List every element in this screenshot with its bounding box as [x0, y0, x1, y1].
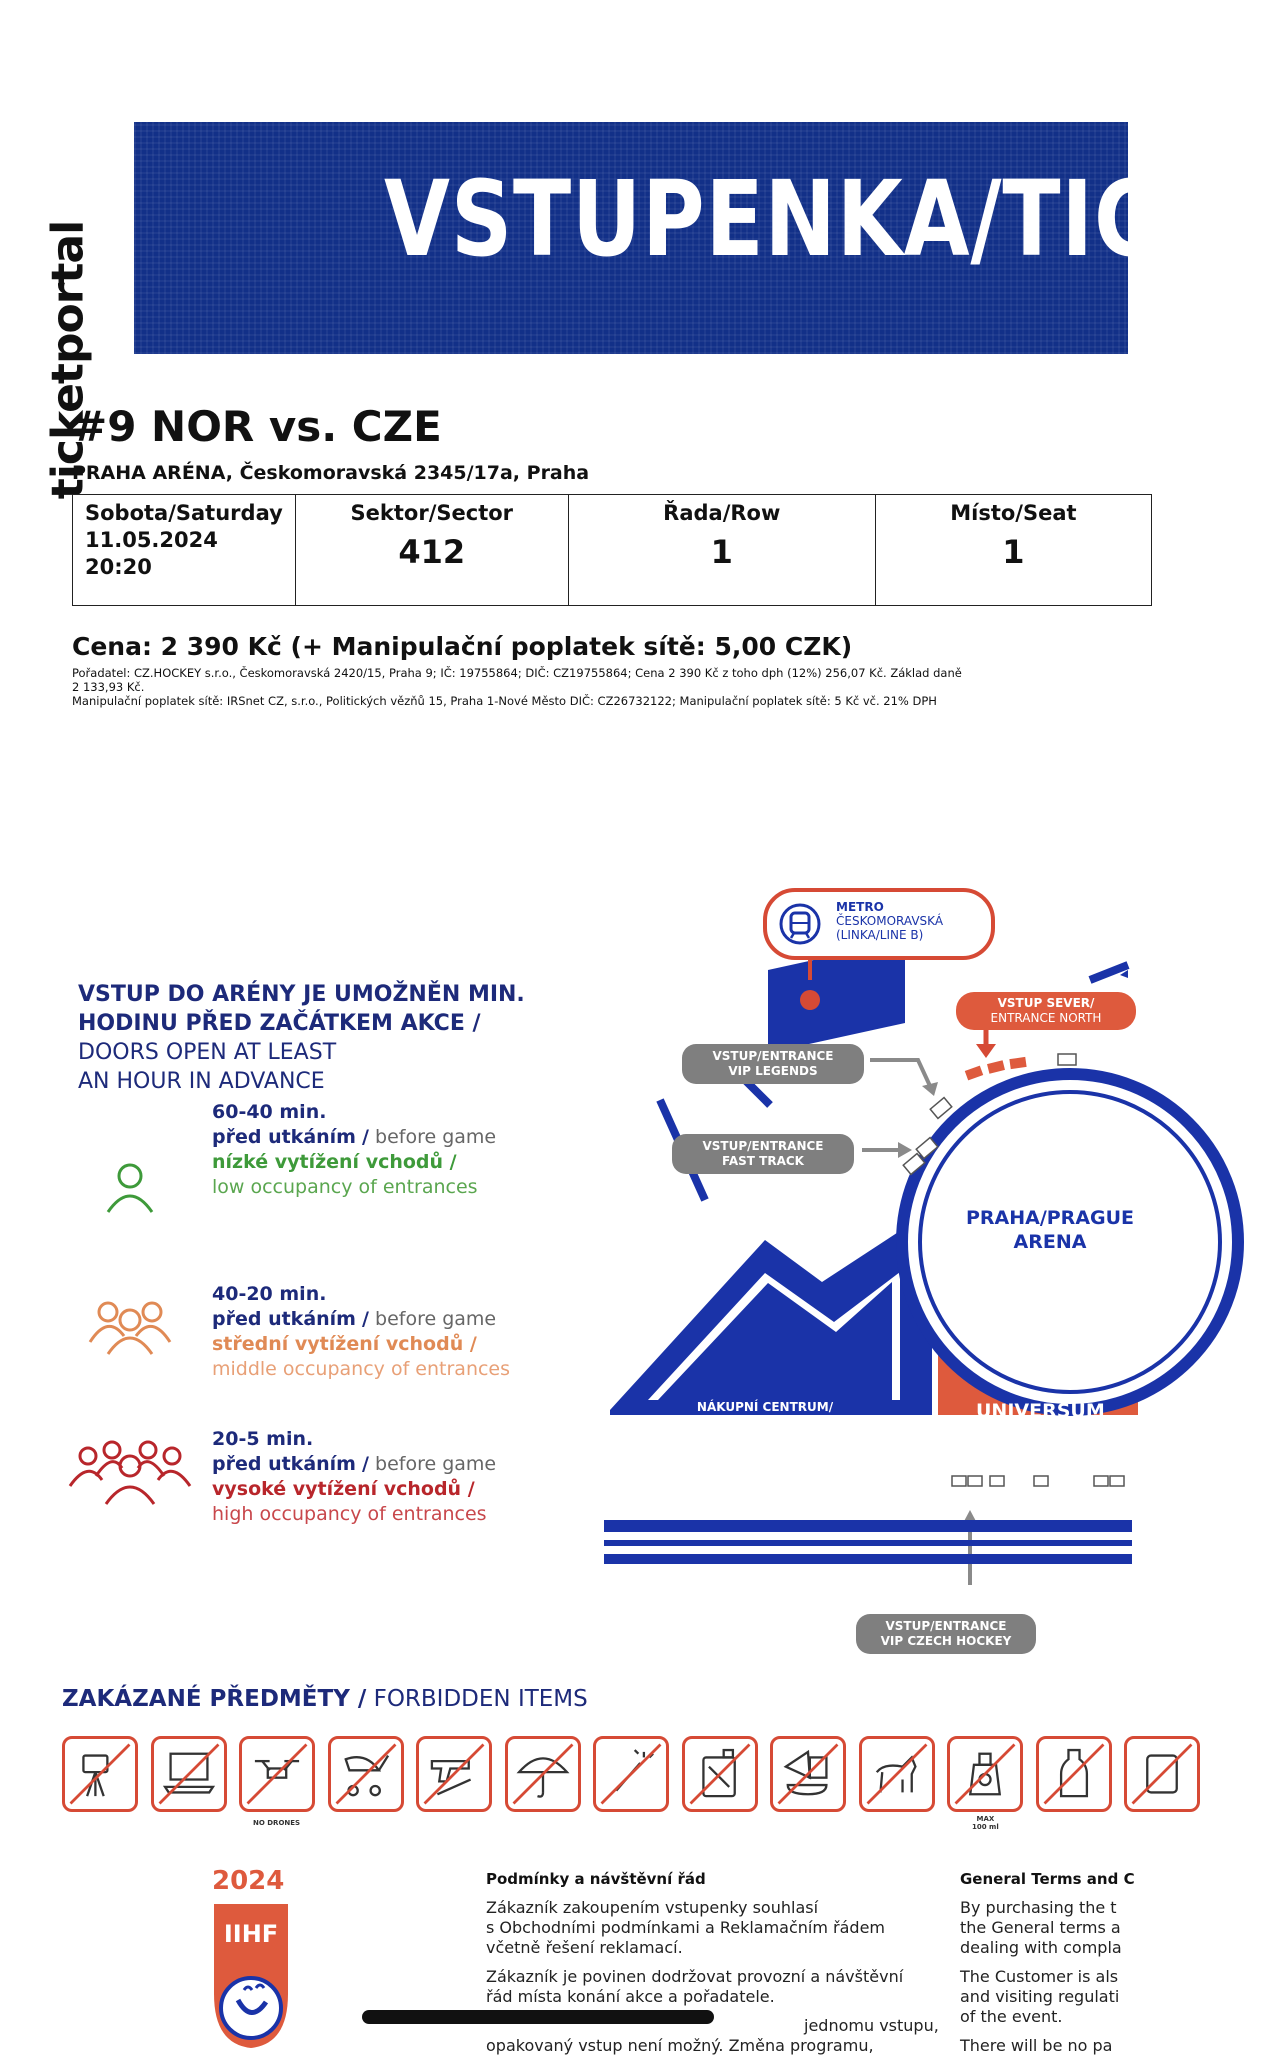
no-drones-caption: NO DRONES: [253, 1819, 301, 1827]
forbidden-title-en: FORBIDDEN ITEMS: [366, 1686, 588, 1712]
organizer-info-2: 2 133,93 Kč.: [72, 680, 145, 694]
max-caption: MAX: [976, 1815, 995, 1823]
network-fee-info: Manipulační poplatek sítě: IRSnet CZ, s.r.o., Politických vězňů 15, Praha 1-Nové Město DIČ: CZ26732122; Manipulační poplatek sítě: 5 Kč vč. 21% DPH: [72, 694, 937, 708]
doors-en-2: AN HOUR IN ADVANCE: [78, 1069, 325, 1094]
occ-low-level-en: low occupancy of entrances: [212, 1176, 478, 1198]
sector-label: Sektor/Sector: [350, 501, 514, 525]
dog-icon: [859, 1736, 935, 1812]
max-volume-caption: [972, 1815, 999, 1831]
occ-mid-time: 40-20 min.: [212, 1283, 327, 1305]
more-icon: [1124, 1736, 1200, 1812]
terms-en: [960, 1870, 1135, 2056]
arena-label-1: PRAHA/PRAGUE: [965, 1207, 1135, 1229]
terms-cz-p1b: s Obchodními podmínkami a Reklamačním řádem: [486, 1918, 885, 1937]
occ-high-en: before game: [375, 1453, 497, 1475]
occ-high-time: 20-5 min.: [212, 1428, 314, 1450]
occupancy-high: 20-5 min. před utkáním / before game vysoké vytížení vchodů / high occupancy of entrances: [212, 1428, 497, 1525]
spray-icon: [947, 1736, 1023, 1812]
metro-station: ČESKOMORAVSKÁ: [836, 914, 944, 928]
food-icon: [770, 1736, 846, 1812]
occ-low-level-cz: nízké vytížení vchodů /: [212, 1151, 457, 1173]
terms-cz-title: Podmínky a návštěvní řád: [486, 1870, 706, 1888]
row-value: 1: [710, 533, 733, 571]
event-title: #9 NOR vs. CZE: [72, 402, 442, 451]
seat-info-table: [72, 494, 1152, 606]
entrance-vip-legends-label: [682, 1044, 864, 1084]
terms-en-p2c: of the event.: [960, 2007, 1063, 2026]
occupancy-low: 60-40 min. před utkáním / before game nízké vytížení vchodů / low occupancy of entrances: [212, 1101, 497, 1198]
sector-cell: [295, 495, 568, 606]
arena-map: [600, 880, 1135, 1660]
volume-caption: 100 ml: [972, 1823, 999, 1831]
canister-icon: [682, 1736, 758, 1812]
occ-mid-en: before game: [375, 1308, 497, 1330]
metro-title: METRO: [836, 900, 884, 914]
seat-label: Místo/Seat: [950, 501, 1077, 525]
shopping-center-label: [680, 1400, 850, 1428]
entrance-fast-track-label: [672, 1134, 854, 1174]
doors-cz-1: VSTUP DO ARÉNY JE UMOŽNĚN MIN.: [78, 982, 525, 1007]
fast-track-2: FAST TRACK: [722, 1154, 804, 1168]
occ-high-cz: před utkáním: [212, 1453, 356, 1475]
firework-icon: [593, 1736, 669, 1812]
occ-low-cz: před utkáním: [212, 1126, 356, 1148]
occupancy-middle: 40-20 min. před utkáním / before game střední vytížení vchodů / middle occupancy of entrances: [212, 1283, 511, 1380]
north-label-1: VSTUP SEVER/: [997, 996, 1095, 1010]
brand-name: ticketportal: [42, 220, 94, 500]
sector-value: 412: [398, 533, 466, 571]
arena-label-2: ARENA: [1013, 1231, 1087, 1253]
venue-name: PRAHA ARÉNA,: [72, 462, 233, 484]
iihf-logo: [214, 1904, 288, 2048]
home-indicator[interactable]: [362, 2010, 714, 2024]
drone-icon: [239, 1736, 315, 1812]
entrance-vip-czech-hockey-label: [856, 1614, 1036, 1654]
date-value: 11.05.2024: [85, 528, 218, 552]
occ-mid-cz: před utkáním: [212, 1308, 356, 1330]
date-cell: [73, 495, 296, 606]
crowd-icon: [66, 1436, 194, 1506]
occ-mid-level-cz: střední vytížení vchodů /: [212, 1333, 477, 1355]
terms-cz-p1a: Zákazník zakoupením vstupenky souhlasí: [486, 1898, 819, 1917]
ticketportal-logo: [8, 120, 128, 500]
time-value: 20:20: [85, 555, 152, 579]
ticket-banner: [134, 122, 1283, 354]
bottle-icon: [1036, 1736, 1112, 1812]
metro-line: (LINKA/LINE B): [836, 928, 924, 942]
venue-address: Českomoravská 2345/17a, Praha: [232, 462, 590, 484]
north-label-2: ENTRANCE NORTH: [990, 1011, 1102, 1025]
terms-en-p1a: By purchasing the t: [960, 1898, 1117, 1917]
shop-label-2: SHOPPING CENTER: [707, 1414, 823, 1428]
terms-en-title: General Terms and C: [960, 1870, 1135, 1888]
single-person-icon: [100, 1158, 160, 1218]
vip-czech-1: VSTUP/ENTRANCE: [885, 1619, 1007, 1633]
occ-high-level-en: high occupancy of entrances: [212, 1503, 487, 1525]
fast-track-1: VSTUP/ENTRANCE: [702, 1139, 824, 1153]
venue: [72, 462, 589, 484]
laptop-icon: [151, 1736, 227, 1812]
camera-icon: [62, 1736, 138, 1812]
terms-en-p1c: dealing with compla: [960, 1938, 1122, 1957]
seat-value: 1: [1002, 533, 1025, 571]
entrance-north-label: [956, 992, 1136, 1030]
umbrella-icon: [505, 1736, 581, 1812]
terms-en-p2b: and visiting regulati: [960, 1987, 1120, 2006]
terms-cz-p2a: Zákazník je povinen dodržovat provozní a návštěvní: [486, 1967, 904, 1986]
terms-cz-p3a: jednomu vstupu,: [804, 2016, 939, 2035]
iihf-year: 2024: [212, 1866, 285, 1896]
occ-low-time: 60-40 min.: [212, 1101, 327, 1123]
occ-mid-level-en: middle occupancy of entrances: [212, 1358, 511, 1380]
terms-en-p3a: There will be no pa: [960, 2036, 1113, 2055]
occ-low-en: before game: [375, 1126, 497, 1148]
terms-cz-p2b: řád místa konání akce a pořadatele.: [486, 1987, 775, 2006]
terms-cz-p3b: opakovaný vstup není možný. Změna programu,: [486, 2036, 874, 2055]
vip-legends-1: VSTUP/ENTRANCE: [712, 1049, 834, 1063]
universum-label: UNIVERSUM: [976, 1400, 1105, 1422]
iihf-name: IIHF: [223, 1920, 279, 1948]
seat-cell: [875, 495, 1151, 606]
shop-label-1: NÁKUPNÍ CENTRUM/: [696, 1400, 834, 1414]
vip-legends-2: VIP LEGENDS: [728, 1064, 818, 1078]
metro-label: [836, 900, 943, 942]
doors-en-1: DOORS OPEN AT LEAST: [78, 1040, 337, 1065]
doors-info: [78, 980, 525, 1096]
terms-en-p2a: The Customer is als: [960, 1967, 1119, 1986]
terms-cz-p1c: včetně řešení reklamací.: [486, 1938, 683, 1957]
organizer-info: Pořadatel: CZ.HOCKEY s.r.o., Českomoravská 2420/15, Praha 9; IČ: 19755864; DIČ: CZ19755864; Cena 2 390 Kč z toho dph (12%) 256,07 Kč. Základ daně: [72, 666, 962, 680]
row-cell: [568, 495, 875, 606]
stroller-icon: [328, 1736, 404, 1812]
group-people-icon: [80, 1296, 180, 1356]
vip-czech-2: VIP CZECH HOCKEY: [880, 1634, 1012, 1648]
row-label: Řada/Row: [663, 501, 781, 525]
day-label: Sobota/Saturday: [85, 501, 283, 525]
occ-high-level-cz: vysoké vytížení vchodů /: [212, 1478, 475, 1500]
arena-label: [950, 1206, 1150, 1254]
doors-cz-2: HODINU PŘED ZAČÁTKEM AKCE /: [78, 1011, 481, 1036]
weapon-icon: [416, 1736, 492, 1812]
terms-en-p1b: the General terms a: [960, 1918, 1121, 1937]
forbidden-title-cz: ZAKÁZANÉ PŘEDMĚTY /: [62, 1686, 367, 1712]
metro-train-icon: [778, 902, 822, 946]
price-line: Cena: 2 390 Kč (+ Manipulační poplatek sítě: 5,00 CZK): [72, 632, 853, 661]
forbidden-items-heading: [62, 1686, 588, 1712]
terms-cz: [486, 1870, 946, 2056]
banner-title: VSTUPENKA/TICKE: [384, 158, 1283, 280]
